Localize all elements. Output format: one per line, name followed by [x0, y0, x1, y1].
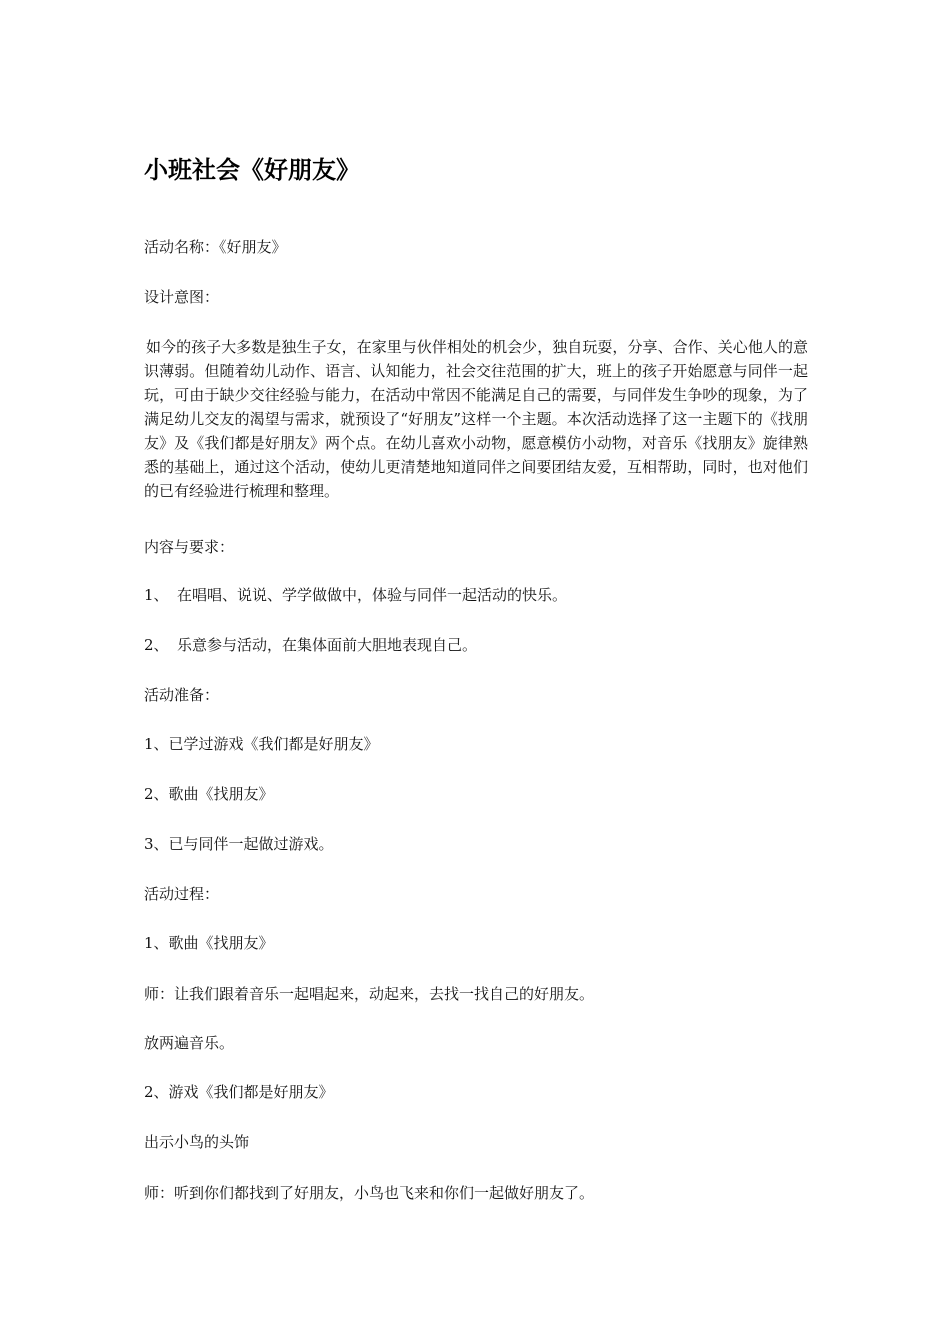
process-step: 师：让我们跟着音乐一起唱起来，动起来，去找一找自己的好朋友。 — [144, 985, 595, 1003]
requirement-item — [144, 634, 477, 656]
requirement-number: 1、 — [144, 586, 169, 604]
preparation-item: 2、歌曲《找朋友》 — [144, 785, 274, 803]
requirements-heading: 内容与要求： — [144, 538, 235, 556]
activity-name: 活动名称：《好朋友》 — [144, 238, 287, 256]
requirement-text: 乐意参与活动，在集体面前大胆地表现自己。 — [177, 636, 478, 654]
process-step: 放两遍音乐。 — [144, 1034, 235, 1052]
requirement-item — [144, 584, 567, 606]
document-title: 小班社会《好朋友》 — [144, 156, 360, 184]
process-step: 师：听到你们都找到了好朋友，小鸟也飞来和你们一起做好朋友了。 — [144, 1184, 595, 1202]
process-heading: 活动过程： — [144, 885, 220, 903]
requirement-text: 在唱唱、说说、学学做做中，体验与同伴一起活动的快乐。 — [177, 586, 568, 604]
requirement-number: 2、 — [144, 636, 169, 654]
process-step: 出示小鸟的头饰 — [144, 1133, 250, 1151]
preparation-item: 3、已与同伴一起做过游戏。 — [144, 835, 334, 853]
process-step: 1、歌曲《找朋友》 — [144, 934, 274, 952]
preparation-heading: 活动准备： — [144, 686, 220, 704]
process-step: 2、游戏《我们都是好朋友》 — [144, 1083, 334, 1101]
design-intent-heading: 设计意图： — [144, 288, 220, 306]
preparation-item: 1、已学过游戏《我们都是好朋友》 — [144, 735, 379, 753]
design-intent-paragraph: 如今的孩子大多数是独生子女，在家里与伙伴相处的机会少，独自玩耍，分享、合作、关心他人的意识薄弱。但随着幼儿动作、语言、认知能力，社会交往范围的扩大，班上的孩子开始愿意与同伴一起玩，可由于缺少交往经验与能力，在活动中常因不能满足自己的需要，与同伴发生争吵的现象，为了满足幼儿交友的渴望与需求，就预设了“好朋友”这样一个主题。本次活动选择了这一主题下的《找朋友》及《我们都是好朋友》两个点。在幼儿喜欢小动物，愿意模仿小动物，对音乐《找朋友》旋律熟悉的基础上，通过这个活动，使幼儿更清楚地知道同伴之间要团结友爱，互相帮助，同时，也对他们的已有经验进行梳理和整理。 — [144, 338, 808, 500]
